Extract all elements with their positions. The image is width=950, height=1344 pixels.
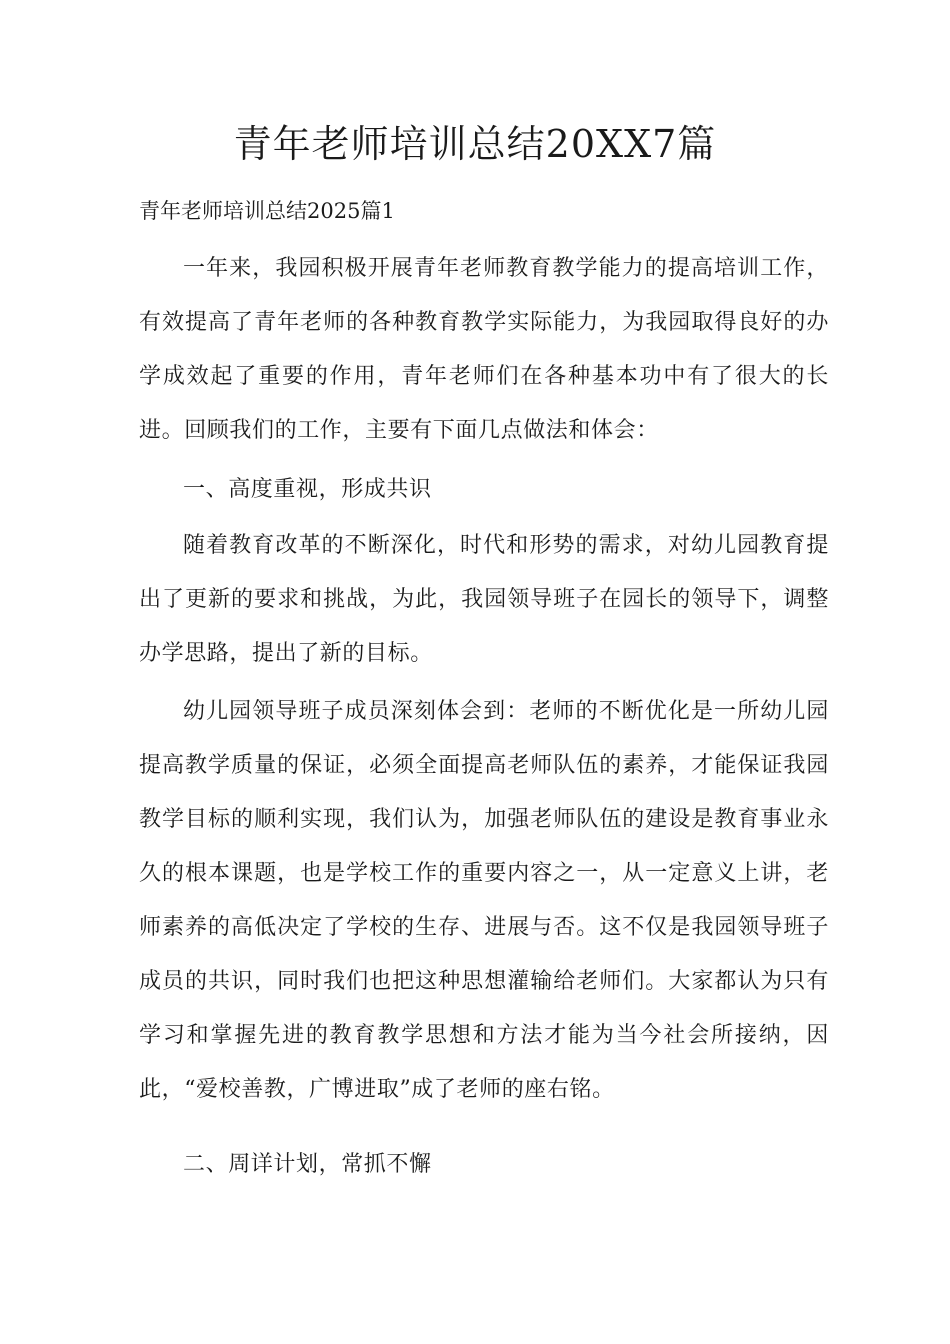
paragraph-reform: 随着教育改革的不断深化，时代和形势的需求，对幼儿园教育提出了更新的要求和挑战，为此，我园领导班子在园长的领导下，调整办学思路，提出了新的目标。 <box>139 533 829 666</box>
document-title: 青年老师培训总结20XX7篇 <box>233 122 717 166</box>
section-heading-2: 二、周详计划，常抓不懈 <box>183 1152 432 1177</box>
paragraph-intro: 一年来，我园积极开展青年老师教育教学能力的提高培训工作，有效提高了青年老师的各种教育教学实际能力，为我园取得良好的办学成效起了重要的作用，青年老师们在各种基本功中有了很大的长进。回顾我们的工作，主要有下面几点做法和体会： <box>139 256 829 443</box>
section-heading-1: 一、高度重视，形成共识 <box>183 477 432 502</box>
paragraph-leadership: 幼儿园领导班子成员深刻体会到：老师的不断优化是一所幼儿园提高教学质量的保证，必须全面提高老师队伍的素养，才能保证我园教学目标的顺利实现，我们认为，加强老师队伍的建设是教育事业永久的根本课题，也是学校工作的重要内容之一，从一定意义上讲，老师素养的高低决定了学校的生存、进展与否。这不仅是我园领导班子成员的共识，同时我们也把这种思想灌输给老师们。大家都认为只有学习和掌握先进的教育教学思想和方法才能为当今社会所接纳，因此，“爱校善教，广博进取”成了老师的座右铭。 <box>139 699 829 1102</box>
document-subtitle: 青年老师培训总结2025篇1 <box>139 199 395 223</box>
